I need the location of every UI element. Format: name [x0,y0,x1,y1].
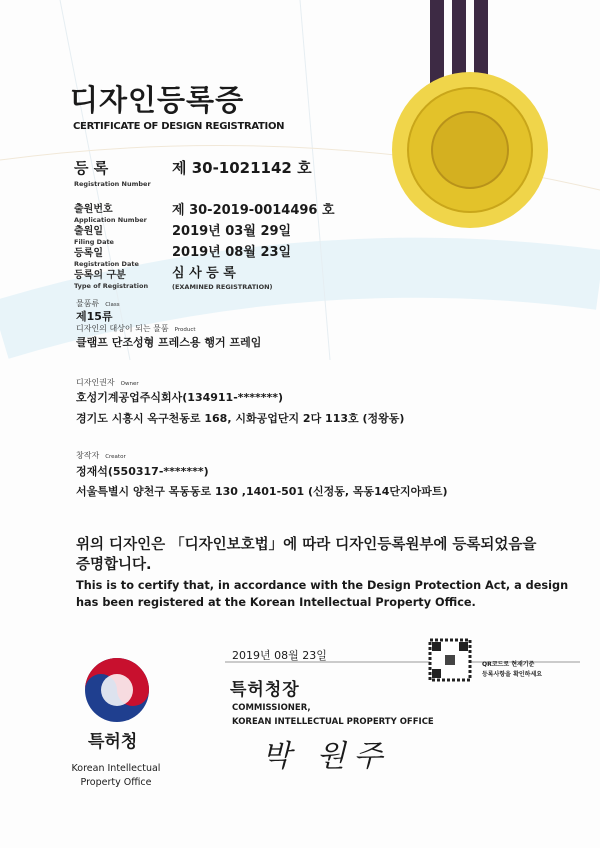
logo-name-ko: 특허청 [88,732,138,752]
issue-date: 2019년 08월 23일 [232,649,327,662]
product-value: 클램프 단조성형 프레스용 행거 프레임 [76,336,262,349]
document-subtitle: CERTIFICATE OF DESIGN REGISTRATION [73,121,285,132]
creator-name: 정재석(550317-*******) [76,465,209,478]
creator-label: 창작자 Creator [76,451,126,460]
gold-seal [392,72,548,228]
filing-date-label: 출원일 [74,226,103,237]
signature: 박 원주 [262,739,391,774]
reg-date-label: 등록일 [74,248,103,259]
app-number-label: 출원번호 [74,204,113,215]
qr-code [430,640,470,680]
issuer-title-en-2: KOREAN INTELLECTUAL PROPERTY OFFICE [232,717,434,727]
kipo-logo [85,658,149,722]
reg-date-label-en: Registration Date [74,260,139,268]
reg-number-label-en: Registration Number [74,180,151,188]
owner-name: 호성기계공업주식회사(134911-*******) [76,391,284,404]
filing-date-label-en: Filing Date [74,238,114,246]
statement-ko-line1: 위의 디자인은 「디자인보호법」에 따라 디자인등록원부에 등록되었음을 [76,537,537,553]
reg-number-label: 등 록 [74,159,109,177]
creator-address: 서울특별시 양천구 목동동로 130 ,1401-501 (신정동, 목동14단지아파트) [76,485,448,498]
app-number-label-en: Application Number [74,216,147,224]
class-label: 물품류 Class [76,299,120,308]
document-title: 디자인등록증 [70,83,245,117]
statement-en-line1: This is to certify that, in accordance with the Design Protection Act, a design [76,579,569,592]
issuer-title-ko: 특허청장 [230,680,300,700]
reg-number-value: 제 30-1021142 호 [172,159,312,177]
reg-type-label: 등록의 구분 [74,270,126,281]
logo-name-en-1: Korean Intellectual [71,763,161,774]
statement-en-line2: has been registered at the Korean Intellectual Property Office. [76,596,476,609]
reg-date-value: 2019년 08월 23일 [172,245,292,260]
statement-ko-line2: 증명합니다. [76,557,152,573]
class-value: 제15류 [76,310,113,323]
product-label: 디자인의 대상이 되는 물품 Product [76,324,196,333]
reg-type-label-en: Type of Registration [74,282,149,290]
issuer-title-en-1: COMMISSIONER, [232,703,311,713]
reg-type-value-en: (EXAMINED REGISTRATION) [172,283,273,291]
logo-name-en-2: Property Office [80,777,152,788]
owner-address: 경기도 시흥시 옥구천동로 168, 시화공업단지 2다 113호 (정왕동) [76,412,405,425]
qr-note: QR코드로 현재기준 등록사항을 확인하세요 [482,661,543,678]
owner-label: 디자인권자 Owner [76,378,139,387]
app-number-value: 제 30-2019-0014496 호 [172,203,335,218]
filing-date-value: 2019년 03월 29일 [172,224,292,239]
reg-type-value: 심 사 등 록 [172,266,236,281]
